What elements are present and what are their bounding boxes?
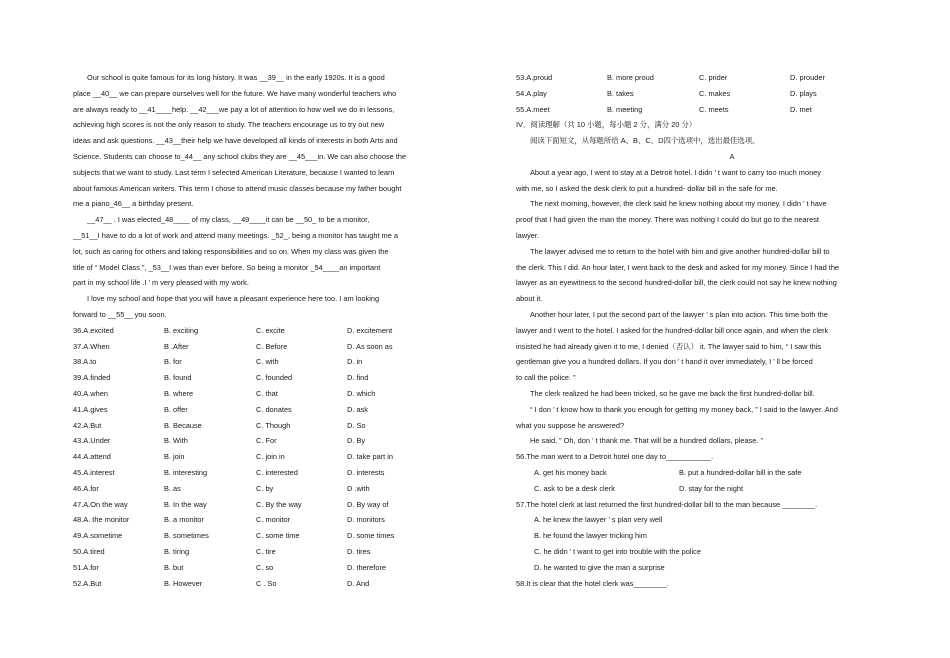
question-row — [516, 102, 948, 118]
option: D. take part in — [347, 452, 394, 462]
question-row — [73, 402, 433, 418]
option: C. join in — [256, 452, 285, 462]
option: B. However — [164, 578, 203, 588]
passage-line: lawyer. — [516, 230, 540, 240]
passage-line: Our school is quite famous for its long history. It was __39__ in the early 1920s. It is a good — [87, 73, 385, 82]
option: C. Before — [256, 341, 288, 351]
passage-line: lot, such as caring for others and taking responsibilities and so on. When my class was given the — [73, 246, 389, 256]
passage-line: __47__ . I was elected_48____ of my class, __49____it can be __50_ to be a monitor, — [87, 215, 370, 225]
passage-line: are always ready to __41____help. __42___we pay a lot of attention to how well we do in lessons, — [73, 104, 395, 114]
option-row — [516, 465, 948, 481]
passage-line: lawyer and I went to the hotel. I asked for the hundred-dollar bill once again, and when the clerk — [516, 325, 829, 335]
option: C. with — [256, 357, 279, 367]
passage-line: I love my school and hope that you will have a pleasant experience here too. I am looking — [87, 294, 380, 304]
question-row — [516, 70, 948, 86]
passage-line: proof that I had given the man the money. There was nothing I could do but go to the nearest — [516, 215, 819, 225]
question-56 — [516, 449, 948, 496]
passage-line: about it. — [516, 294, 543, 304]
option: C. excite — [256, 325, 285, 335]
option: D. interests — [347, 467, 385, 477]
option: 46.A.for — [73, 483, 99, 493]
option: B. join — [164, 452, 185, 462]
option: C . So — [256, 578, 277, 588]
question-row — [73, 370, 433, 386]
passage-line: gentleman give you a hundred dollars. If you don ’ t hand it over immediately, I ’ ll be forced — [516, 357, 813, 367]
question-57 — [516, 497, 948, 576]
passage-line: title of “ Model Class ”, _53__I was than ever before. So being a monitor _54____an important — [73, 262, 381, 272]
option: B. offer — [164, 404, 188, 414]
question-row — [73, 323, 433, 339]
option: C. by — [256, 483, 274, 493]
option: B. he found the lawyer tricking him — [534, 531, 647, 541]
option: D. met — [790, 104, 812, 114]
option: D. ask — [347, 404, 368, 414]
question-row — [73, 449, 433, 465]
option: B. In the way — [164, 499, 207, 509]
question-row — [73, 497, 433, 513]
option: C. tire — [256, 546, 276, 556]
option: D. And — [347, 578, 370, 588]
option: D. stay for the night — [679, 483, 744, 493]
option: B. put a hundred-dollar bill in the safe — [679, 467, 802, 477]
option: C. By the way — [256, 499, 302, 509]
option: B. tiring — [164, 546, 190, 556]
option: B. takes — [607, 88, 634, 98]
passage-line: Another hour later, I put the second part of the lawyer ’ s plan into action. This time both the — [530, 309, 828, 319]
right-column — [516, 70, 948, 591]
option: D. By way of — [347, 499, 389, 509]
passage-line: to call the police. ” — [516, 373, 576, 383]
passage-line: The next morning, however, the clerk said he knew nothing about my money. I didn ’ t have — [530, 199, 827, 209]
question-row — [73, 512, 433, 528]
option: B .After — [164, 341, 189, 351]
option: C. monitor — [256, 515, 291, 525]
option: C. makes — [699, 88, 731, 98]
option: D. prouder — [790, 73, 825, 82]
option: 45.A.interest — [73, 467, 115, 477]
question-row — [73, 339, 433, 355]
option: 44.A.attend — [73, 452, 111, 462]
section-instructions: 阅读下面短文，从每题所给 A、B、C、D四个选项中，选出最佳选项。 — [530, 136, 760, 146]
option: 39.A.finded — [73, 373, 111, 383]
passage-line: insisted he had already given it to me, I denied（否认） it. The lawyer said to him, “ I saw this — [516, 341, 822, 351]
passage-a — [516, 165, 948, 449]
option: B. a monitor — [164, 515, 204, 525]
option: D. So — [347, 420, 366, 430]
option: 41.A.gives — [73, 404, 108, 414]
option: B. Because — [164, 420, 202, 430]
option: B. meeting — [607, 104, 643, 114]
option: 42.A.But — [73, 420, 102, 430]
option: D. By — [347, 436, 366, 446]
option: D. some times — [347, 531, 395, 541]
option: D. tires — [347, 546, 371, 556]
option: 50.A.tired — [73, 546, 105, 556]
question-row — [73, 481, 433, 497]
option: D. plays — [790, 88, 817, 98]
passage-line: what you suppose he answered? — [516, 420, 625, 430]
option: C. so — [256, 562, 274, 572]
option: D. therefore — [347, 562, 387, 572]
question-row — [516, 86, 948, 102]
option: B. interesting — [164, 467, 208, 477]
option: 52.A.But — [73, 578, 102, 588]
question-row — [73, 544, 433, 560]
passage-line: achieving high scores is not the only reason to study. The teachers encourage us to try out new — [73, 120, 385, 130]
passage-line: “ I don ’ t know how to thank you enough for getting my money back, ” I said to the lawyer. And — [530, 404, 838, 414]
passage-line: He said, ” Oh, don ’ t thank me. That will be a hundred dollars, please. ” — [530, 436, 763, 446]
option: 47.A.On the way — [73, 499, 128, 509]
option: C. founded — [256, 373, 293, 383]
option: 51.A.for — [73, 562, 99, 572]
question-row — [73, 418, 433, 434]
question-stem: 57.The hotel clerk at last returned the first hundred-dollar bill to the man because ________. — [516, 499, 818, 509]
option: C. some time — [256, 531, 300, 541]
option: B. but — [164, 562, 184, 572]
option: B. as — [164, 483, 181, 493]
option: C. he didn ’ t want to get into trouble with the police — [534, 546, 701, 556]
option-row — [516, 481, 948, 497]
option: B. more proud — [607, 73, 654, 82]
option: C. interested — [256, 467, 298, 477]
passage-line: The clerk realized he had been tricked, so he gave me back the first hundred-dollar bill. — [530, 388, 815, 398]
option: D. excitement — [347, 325, 393, 335]
option: B. sometimes — [164, 531, 209, 541]
option: 55.A.meet — [516, 104, 550, 114]
option: B. where — [164, 388, 194, 398]
cloze-options-list — [73, 323, 433, 592]
option: C. ask to be a desk clerk — [534, 483, 615, 493]
question-58 — [516, 576, 948, 592]
left-column — [73, 70, 433, 591]
passage-line: Science. Students can choose to_44__ any school clubs they are __45___in. We can also choose the — [73, 151, 407, 161]
passage-line: the clerk. This I did. An hour later, I went back to the desk and asked for my money. Since I had the — [516, 262, 840, 272]
option: D. in — [347, 357, 363, 367]
option: D. he wanted to give the man a surprise — [534, 562, 665, 572]
option: 37.A.When — [73, 341, 110, 351]
option: A. he knew the lawyer ’ s plan very well — [534, 515, 663, 525]
option: C. For — [256, 436, 277, 446]
section-title: IV．阅读理解（共 10 小题，每小题 2 分，满分 20 分） — [516, 120, 697, 130]
question-row — [73, 433, 433, 449]
question-row — [73, 560, 433, 576]
passage-line: subjects that we want to study. Last term I selected American Literature, because I wanted to learn — [73, 167, 395, 177]
question-row — [73, 528, 433, 544]
passage-one — [73, 70, 433, 323]
option: D. which — [347, 388, 376, 398]
option: 38.A.to — [73, 357, 97, 367]
passage-line: About a year ago, I went to stay at a Detroit hotel. I didn ’ t want to carry too much money — [530, 167, 821, 177]
passage-line: lawyer as an eyewitness to the second hundred-dollar bill, the clerk could not say he knew nothing — [516, 278, 837, 288]
option: C. that — [256, 388, 278, 398]
option: C. prider — [699, 73, 728, 82]
option: C. meets — [699, 104, 729, 114]
passage-line: The lawyer advised me to return to the hotel with him and give another hundred-dollar bill to — [530, 246, 830, 256]
option: B. for — [164, 357, 182, 367]
option: B. exciting — [164, 325, 199, 335]
option: 43.A.Under — [73, 436, 111, 446]
question-stem: 58.It is clear that the hotel clerk was________. — [516, 578, 669, 588]
option: 40.A.when — [73, 388, 108, 398]
option: D. find — [347, 373, 369, 383]
option: D. As soon as — [347, 341, 393, 351]
option: C. donates — [256, 404, 292, 414]
passage-line: about famous American writers. This term I chose to attend music classes because my father bought — [73, 183, 402, 193]
option: B. found — [164, 373, 192, 383]
passage-line: with me, so I asked the desk clerk to put a hundred- dollar bill in the safe for me. — [516, 183, 778, 193]
question-row — [73, 465, 433, 481]
passage-line: forward to __55__ you soon. — [73, 309, 167, 319]
question-stem: 56.The man went to a Detroit hotel one day to___________. — [516, 452, 714, 462]
passage-line: __51__I have to do a lot of work and attend many meetings. _52_, being a monitor has taught me a — [73, 230, 398, 240]
question-row — [73, 354, 433, 370]
option: 48.A. the monitor — [73, 515, 130, 525]
passage-line: place __40__ we can prepare ourselves well for the future. We have many wonderful teachers who — [73, 88, 397, 98]
cloze-options-list-continued — [516, 70, 948, 117]
option: C. Though — [256, 420, 291, 430]
option: 53.A.proud — [516, 73, 553, 82]
option: A. get his money back — [534, 467, 607, 477]
question-row — [73, 386, 433, 402]
passage-line: ideas and ask questions. __43__their help we have developed all kinds of interests in both Arts and — [73, 136, 398, 146]
question-row — [73, 576, 433, 592]
option: 49.A.sometime — [73, 531, 123, 541]
passage-label: A — [729, 151, 735, 161]
option: D .with — [347, 483, 370, 493]
option: 54.A.play — [516, 88, 547, 98]
option: B. With — [164, 436, 188, 446]
passage-line: part in my school life .I ’ m very pleased with my work. — [73, 278, 249, 288]
passage-line: me a piano_46__ a birthday present. — [73, 199, 194, 209]
option: 36.A.excited — [73, 325, 114, 335]
option: D. monitors — [347, 515, 385, 525]
